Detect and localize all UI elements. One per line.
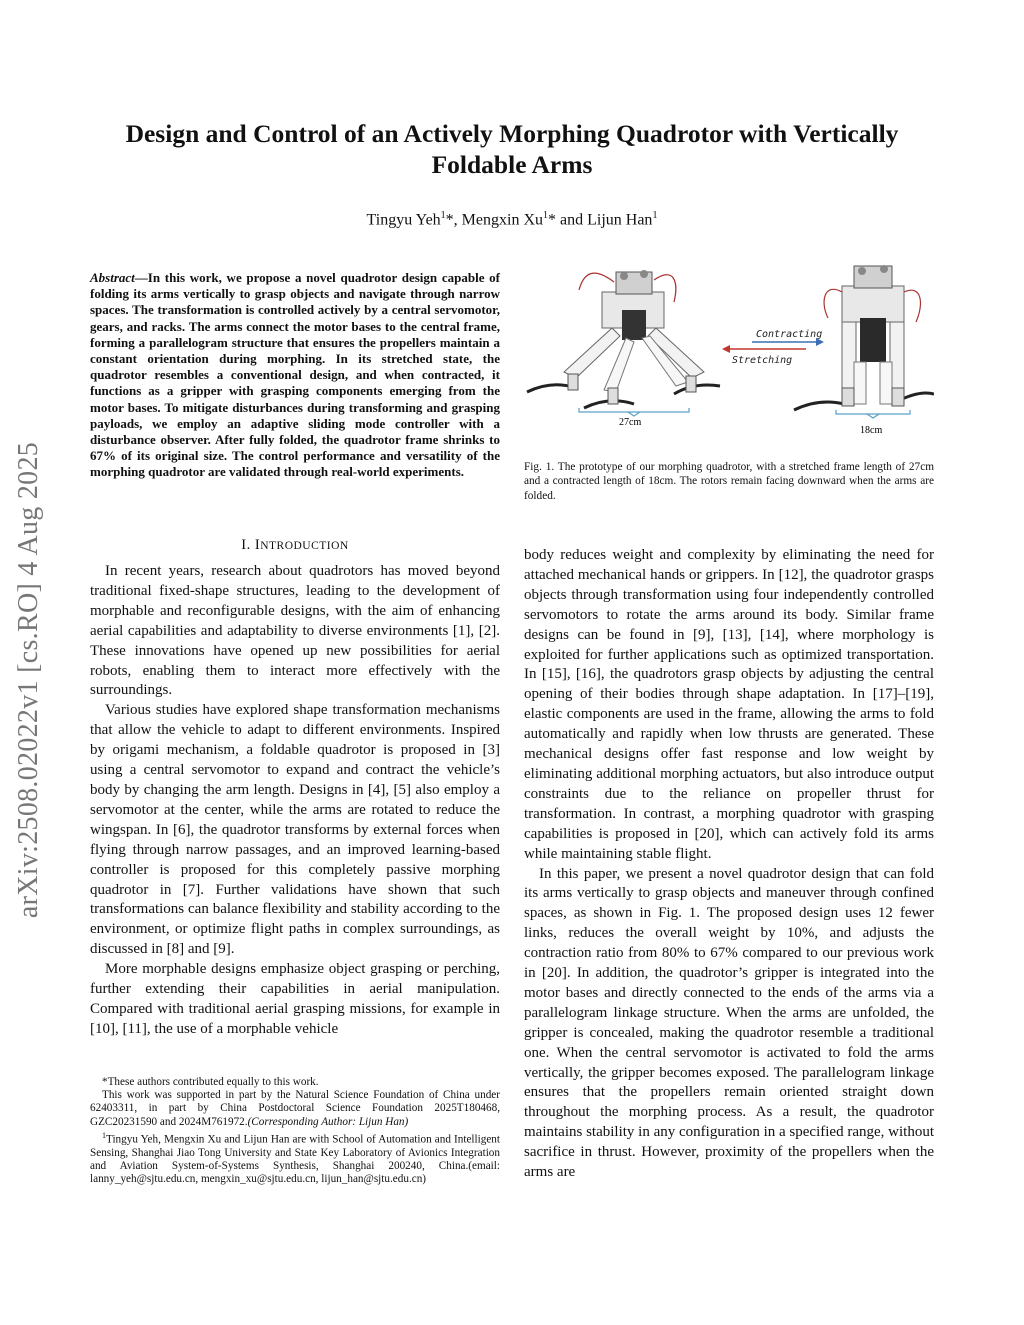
affiliation-mark: 1	[543, 210, 548, 221]
author-list	[80, 210, 944, 229]
figure-1	[524, 262, 934, 442]
dimension-label-contracted: 18cm	[860, 425, 883, 436]
dimension-label-stretched: 27cm	[619, 417, 642, 428]
dimension-bracket-stretched	[579, 408, 689, 416]
affiliation-mark: 1	[440, 210, 446, 221]
stretched-quadrotor-image	[527, 270, 720, 408]
dimension-bracket-contracted	[836, 410, 910, 418]
section-heading-introduction	[90, 537, 500, 554]
footnotes	[90, 1076, 500, 1186]
footnote-affiliation	[90, 1129, 500, 1187]
author-name: Tingyu Yeh	[366, 211, 441, 229]
affiliation-mark: 1	[652, 210, 658, 221]
figure-1-caption	[524, 460, 934, 503]
paragraph: Various studies have explored shape transformation mechanisms that allow the vehicle to adapt to different environments. Inspired by origami mechanism, a foldable quadrotor is proposed in [3] using a central servomotor to expand and contract the vehicle’s body by changing the arm length. Designs in [4], [5] also employ a servomotor at the center, while the arms are rotated to reduce the wingspan. In [6], the quadrotor transforms by external forces when flying through narrow passages, and an improved learning-based controller is proposed for this completely passive morphing quadrotor in [7]. Further validations have shown that such transformations can balance flexibility and stability according to the environment, or optimize flight paths in complex surroundings, as discussed in [8] and [9].	[90, 702, 500, 958]
author-separator: ,	[453, 211, 462, 229]
arxiv-identifier: arXiv:2508.02022v1 [cs.RO] 4 Aug 2025	[13, 441, 44, 919]
caption-label: Fig. 1.	[524, 461, 555, 473]
paragraph: body reduces weight and complexity by eliminating the need for attached mechanical hands or grippers. In [12], the quadrotor grasps objects through transformation using four independently controlled servomotors to rotate the arms around its body. Similar frame designs can be found in [9], [13], [14], where morphology is exploited for further applications such as optimized transportation. In [15], [16], the quadrotors grasp objects by adjusting the central opening of their bodies through shape adaptation. In [17]–[19], elastic components are used in the frame, allowing the arms to fold automatically and rapidly when low thrusts are generated. These mechanical designs offer fast response and low weight by eliminating additional morphing actuators, but also introduce output constraints due to the reliance on propeller thrust for transformation. In contrast, a morphing quadrotor with grasping capabilities is proposed in [20], which can actively fold its arms while maintaining stable flight.	[524, 547, 934, 862]
transition-arrows	[722, 329, 824, 366]
left-column-body	[90, 562, 500, 1040]
funding-text: This work was supported in part by the Natural Science Foundation of China under 62403311, in part by China Postdoctoral Science Foundation 2025T180468, GZC20231590 and 2024M761972.	[90, 1089, 500, 1128]
abstract-text: In this work, we propose a novel quadrotor design capable of folding its arms vertically to grasp objects and navigate through narrow spaces. The transformation is controlled actively by a central servomotor, gears, and racks. The arms connect the motor bases to the central frame, forming a parallelogram structure that ensures the propellers maintain a constant orientation during morphing. In its stretched state, the quadrotor resembles a conventional design, and when contracted, it functions as a gripper with grasping components emerging from the motor bases. To mitigate disturbances during transforming and grasping payloads, we employ an adaptive sliding mode controller with a disturbance observer. After fully folded, the quadrotor frame shrinks to 67% of its original size. The control performance and versatility of the morphing quadrotor are validated through real-world experiments.	[90, 270, 500, 480]
figure-1-illustration	[524, 262, 934, 442]
abstract-label: Abstract	[90, 270, 135, 285]
footnote-funding	[90, 1089, 500, 1129]
arrow-label-contracting: Contracting	[756, 329, 823, 340]
arxiv-stamp	[4, 380, 54, 980]
paper-title: Design and Control of an Actively Morphing Quadrotor with Vertically Foldable Arms	[125, 119, 899, 179]
section-title-initial: I	[254, 537, 261, 553]
right-column-body	[524, 546, 934, 1183]
paragraph: More morphable designs emphasize object grasping or perching, further extending their capabilities in aerial manipulation. Compared with traditional aerial grasping missions, for example in [10], [11], the use of a morphable vehicle	[90, 961, 500, 1037]
paragraph: In recent years, research about quadrotors has moved beyond traditional fixed-shape structures, leading to the development of morphable and reconfigurable designs, with the aim of enhancing aerial capabilities and adaptability to diverse environments [1], [2]. These innovations have opened up new possibilities for aerial robots, enabling them to interact more effectively with the surroundings.	[90, 563, 500, 699]
abstract-dash: —	[134, 270, 148, 285]
paragraph: In this paper, we present a novel quadrotor design that can fold its arms vertically to grasp objects and maneuver through confined spaces, as shown in Fig. 1. The proposed design uses 12 fewer links, reduces the overall weight by 10%, and adjusts the contraction ratio from 80% to 67% compared to our previous work in [20]. In addition, the quadrotor’s gripper is integrated into the motor bases and directly connected to the ends of the arms via a parallelogram linkage structure. When the arms are unfolded, the gripper is concealed, making the quadrotor resemble a traditional one. When the central servomotor is activated to fold the arms vertically, the gripper becomes exposed. The parallelogram linkage ensures that the propellers remain oriented straight down throughout the morphing process. As a result, the quadrotor maintains stability in any configuration in a specified range, without sacrifice in thrust. However, proximity of the propellers when the arms are	[524, 865, 934, 1181]
affiliation-text: Tingyu Yeh, Mengxin Xu and Lijun Han are with School of Automation and Intelligent Sensing, Shanghai Jiao Tong University and State Key Laboratory of Avionics Integration and Aviation System-of-Systems Synthesis, Shanghai 200240, China.(email: lanny_yeh@sjtu.edu.cn, mengxin_xu@sjtu.edu.cn, lijun_han@sjtu.edu.cn)	[90, 1133, 500, 1186]
arrow-label-stretching: Stretching	[732, 355, 793, 366]
equal-contribution-mark: *	[445, 211, 454, 229]
corresponding-author: (Corresponding Author: Lijun Han)	[247, 1115, 409, 1128]
abstract	[90, 270, 500, 481]
author-separator: and	[556, 211, 588, 229]
author-name: Mengxin Xu	[461, 211, 543, 229]
footnote-equal-contribution: *These authors contributed equally to this work.	[102, 1076, 319, 1088]
equal-contribution-mark: *	[548, 211, 556, 229]
caption-text: The prototype of our morphing quadrotor, with a stretched frame length of 27cm and a contracted length of 18cm. The rotors remain facing downward when the arms are folded.	[524, 461, 934, 502]
section-title-rest: NTRODUCTION	[260, 540, 349, 552]
section-number: I.	[241, 537, 251, 553]
affiliation-mark: 1	[102, 1130, 106, 1140]
author-name: Lijun Han	[587, 211, 653, 229]
